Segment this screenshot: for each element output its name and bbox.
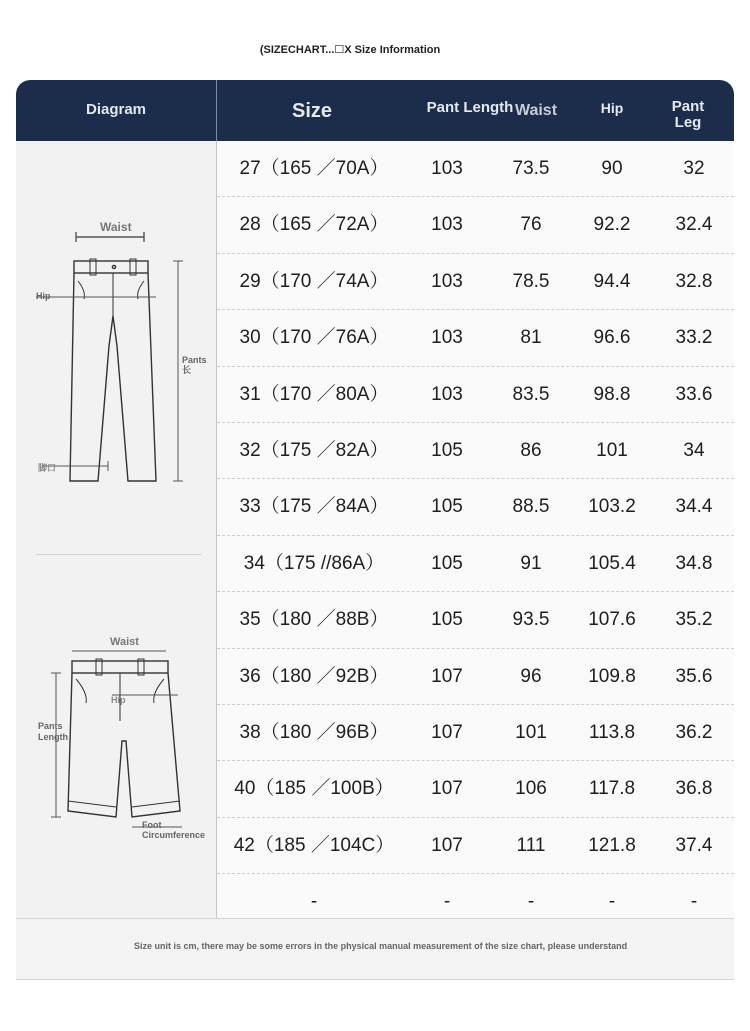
- header-waist: Waist: [514, 102, 558, 119]
- long-pants-diagram: [16, 141, 216, 501]
- header-hip: Hip: [600, 100, 624, 116]
- pant-leg-cell: 36.2: [675, 721, 713, 743]
- hip-cell: 105.4: [588, 552, 636, 574]
- pant-leg-cell: 33.2: [675, 327, 713, 349]
- size-cell: 33（175 ／84A）: [239, 496, 389, 518]
- waist-cell: 91: [520, 552, 542, 574]
- pant-leg-cell: 35.2: [675, 609, 713, 631]
- waist-cell: 111: [516, 834, 546, 856]
- shorts-length-label: [38, 721, 68, 743]
- shorts-waist-label: Waist: [110, 636, 139, 648]
- pant-length-cell: 103: [431, 383, 463, 405]
- shorts-diagram: [16, 621, 216, 881]
- table-row: [217, 705, 734, 761]
- pant-leg-cell: 34.4: [675, 496, 713, 518]
- shorts-length-label-line1: Pants: [38, 721, 63, 731]
- size-cell: 28（165 ／72A）: [239, 214, 389, 236]
- pant-leg-cell: 34.8: [675, 552, 713, 574]
- header-diagram: Diagram: [85, 101, 147, 118]
- pant-length-cell: 107: [431, 778, 463, 800]
- table-row: [217, 536, 734, 592]
- pant-length-cell: 105: [431, 609, 463, 631]
- pant-leg-cell: 35.6: [675, 665, 713, 687]
- hip-cell: 107.6: [588, 609, 636, 631]
- pant-length-cell: 103: [431, 327, 463, 349]
- table-body: [217, 141, 734, 918]
- table-row: [217, 310, 734, 366]
- size-cell: 32（175 ／82A）: [239, 439, 389, 461]
- pant-length-cell: 103: [431, 214, 463, 236]
- long-pants-length-label: [182, 355, 207, 375]
- table-row: [217, 197, 734, 253]
- table-row: [217, 761, 734, 817]
- pant-leg-cell: -: [690, 891, 698, 913]
- hip-cell: 103.2: [588, 496, 636, 518]
- hip-cell: 121.8: [588, 834, 636, 856]
- waist-cell: 93.5: [512, 609, 550, 631]
- header-size: Size: [291, 100, 333, 122]
- pant-length-cell: -: [443, 891, 451, 913]
- pant-leg-cell: 37.4: [675, 834, 713, 856]
- diagram-column: [16, 141, 216, 918]
- waist-cell: 106: [515, 778, 547, 800]
- table-row: [217, 818, 734, 874]
- long-pants-hip-label: Hip: [36, 291, 51, 301]
- hip-cell: 113.8: [588, 721, 636, 743]
- shorts-hip-label: Hip: [111, 695, 126, 705]
- size-cell: 30（170 ／76A）: [239, 327, 389, 349]
- hip-cell: -: [608, 891, 616, 913]
- page-title: (SIZECHART...☐X Size Information: [259, 44, 441, 56]
- pant-leg-cell: 32: [683, 158, 705, 179]
- pant-length-cell: 105: [431, 496, 463, 518]
- size-chart-table: [16, 80, 734, 918]
- pant-length-cell: 105: [431, 439, 463, 461]
- pant-leg-cell: 32.4: [675, 214, 713, 236]
- long-pants-bottom-label: 脚口: [38, 463, 57, 473]
- long-pants-length-label-line1: Pants: [182, 355, 207, 365]
- table-row: [217, 367, 734, 423]
- size-cell: 34（175 //86A）: [243, 552, 385, 574]
- waist-cell: 101: [515, 721, 547, 743]
- hip-cell: 117.8: [588, 778, 636, 800]
- size-cell: 42（185 ／104C）: [233, 834, 395, 856]
- waist-cell: 73.5: [512, 158, 550, 179]
- shorts-length-label-line2: Length: [38, 732, 68, 742]
- diagram-divider: [36, 554, 201, 555]
- size-cell: 35（180 ／88B）: [239, 609, 389, 631]
- footer: [16, 918, 734, 980]
- table-row: [217, 141, 734, 197]
- size-cell: 29（170 ／74A）: [239, 270, 389, 292]
- table-row: [217, 254, 734, 310]
- waist-cell: 76: [520, 214, 542, 236]
- table-header: [16, 80, 734, 141]
- table-row: [217, 592, 734, 648]
- hip-cell: 90: [601, 158, 623, 179]
- size-cell: 31（170 ／80A）: [239, 383, 389, 405]
- pant-length-cell: 103: [431, 270, 463, 292]
- hip-cell: 96.6: [593, 327, 631, 349]
- waist-cell: 96: [520, 665, 542, 687]
- waist-cell: 86: [520, 439, 542, 461]
- pant-leg-cell: 36.8: [675, 778, 713, 800]
- hip-cell: 109.8: [588, 665, 636, 687]
- header-pant-leg: [652, 99, 724, 131]
- hip-cell: 101: [596, 439, 628, 461]
- header-pant-leg-line1: Pant: [671, 98, 705, 115]
- pant-length-cell: 103: [431, 158, 463, 179]
- size-cell: -: [310, 891, 318, 913]
- pant-length-cell: 107: [431, 721, 463, 743]
- pant-leg-cell: 34: [683, 439, 705, 461]
- waist-cell: 83.5: [512, 383, 550, 405]
- waist-cell: -: [527, 891, 535, 913]
- pant-leg-cell: 32.8: [675, 270, 713, 292]
- pant-length-cell: 105: [431, 552, 463, 574]
- hip-cell: 94.4: [593, 270, 631, 292]
- waist-cell: 78.5: [512, 270, 550, 292]
- header-pant-length: Pant Length: [426, 99, 514, 116]
- header-pant-leg-line2: Leg: [674, 114, 702, 131]
- hip-cell: 98.8: [593, 383, 631, 405]
- pant-length-cell: 107: [431, 665, 463, 687]
- size-cell: 40（185 ／100B）: [234, 778, 394, 800]
- size-cell: 38（180 ／96B）: [239, 721, 389, 743]
- long-pants-length-label-line2: 长: [182, 365, 192, 375]
- size-cell: 36（180 ／92B）: [239, 665, 389, 687]
- waist-cell: 81: [520, 327, 542, 349]
- pant-length-cell: 107: [431, 834, 463, 856]
- long-pants-waist-label: Waist: [100, 220, 132, 234]
- shorts-foot-label: Foot Circumference: [142, 820, 206, 840]
- table-row: [217, 423, 734, 479]
- table-row: [217, 479, 734, 535]
- table-row: [217, 874, 734, 918]
- hip-cell: 92.2: [593, 214, 631, 236]
- waist-cell: 88.5: [512, 496, 550, 518]
- footer-note: Size unit is cm, there may be some errors in the physical manual measurement of the size chart, please understand: [134, 941, 628, 951]
- size-cell: 27（165 ／70A）: [239, 158, 389, 179]
- pant-leg-cell: 33.6: [675, 383, 713, 405]
- table-row: [217, 649, 734, 705]
